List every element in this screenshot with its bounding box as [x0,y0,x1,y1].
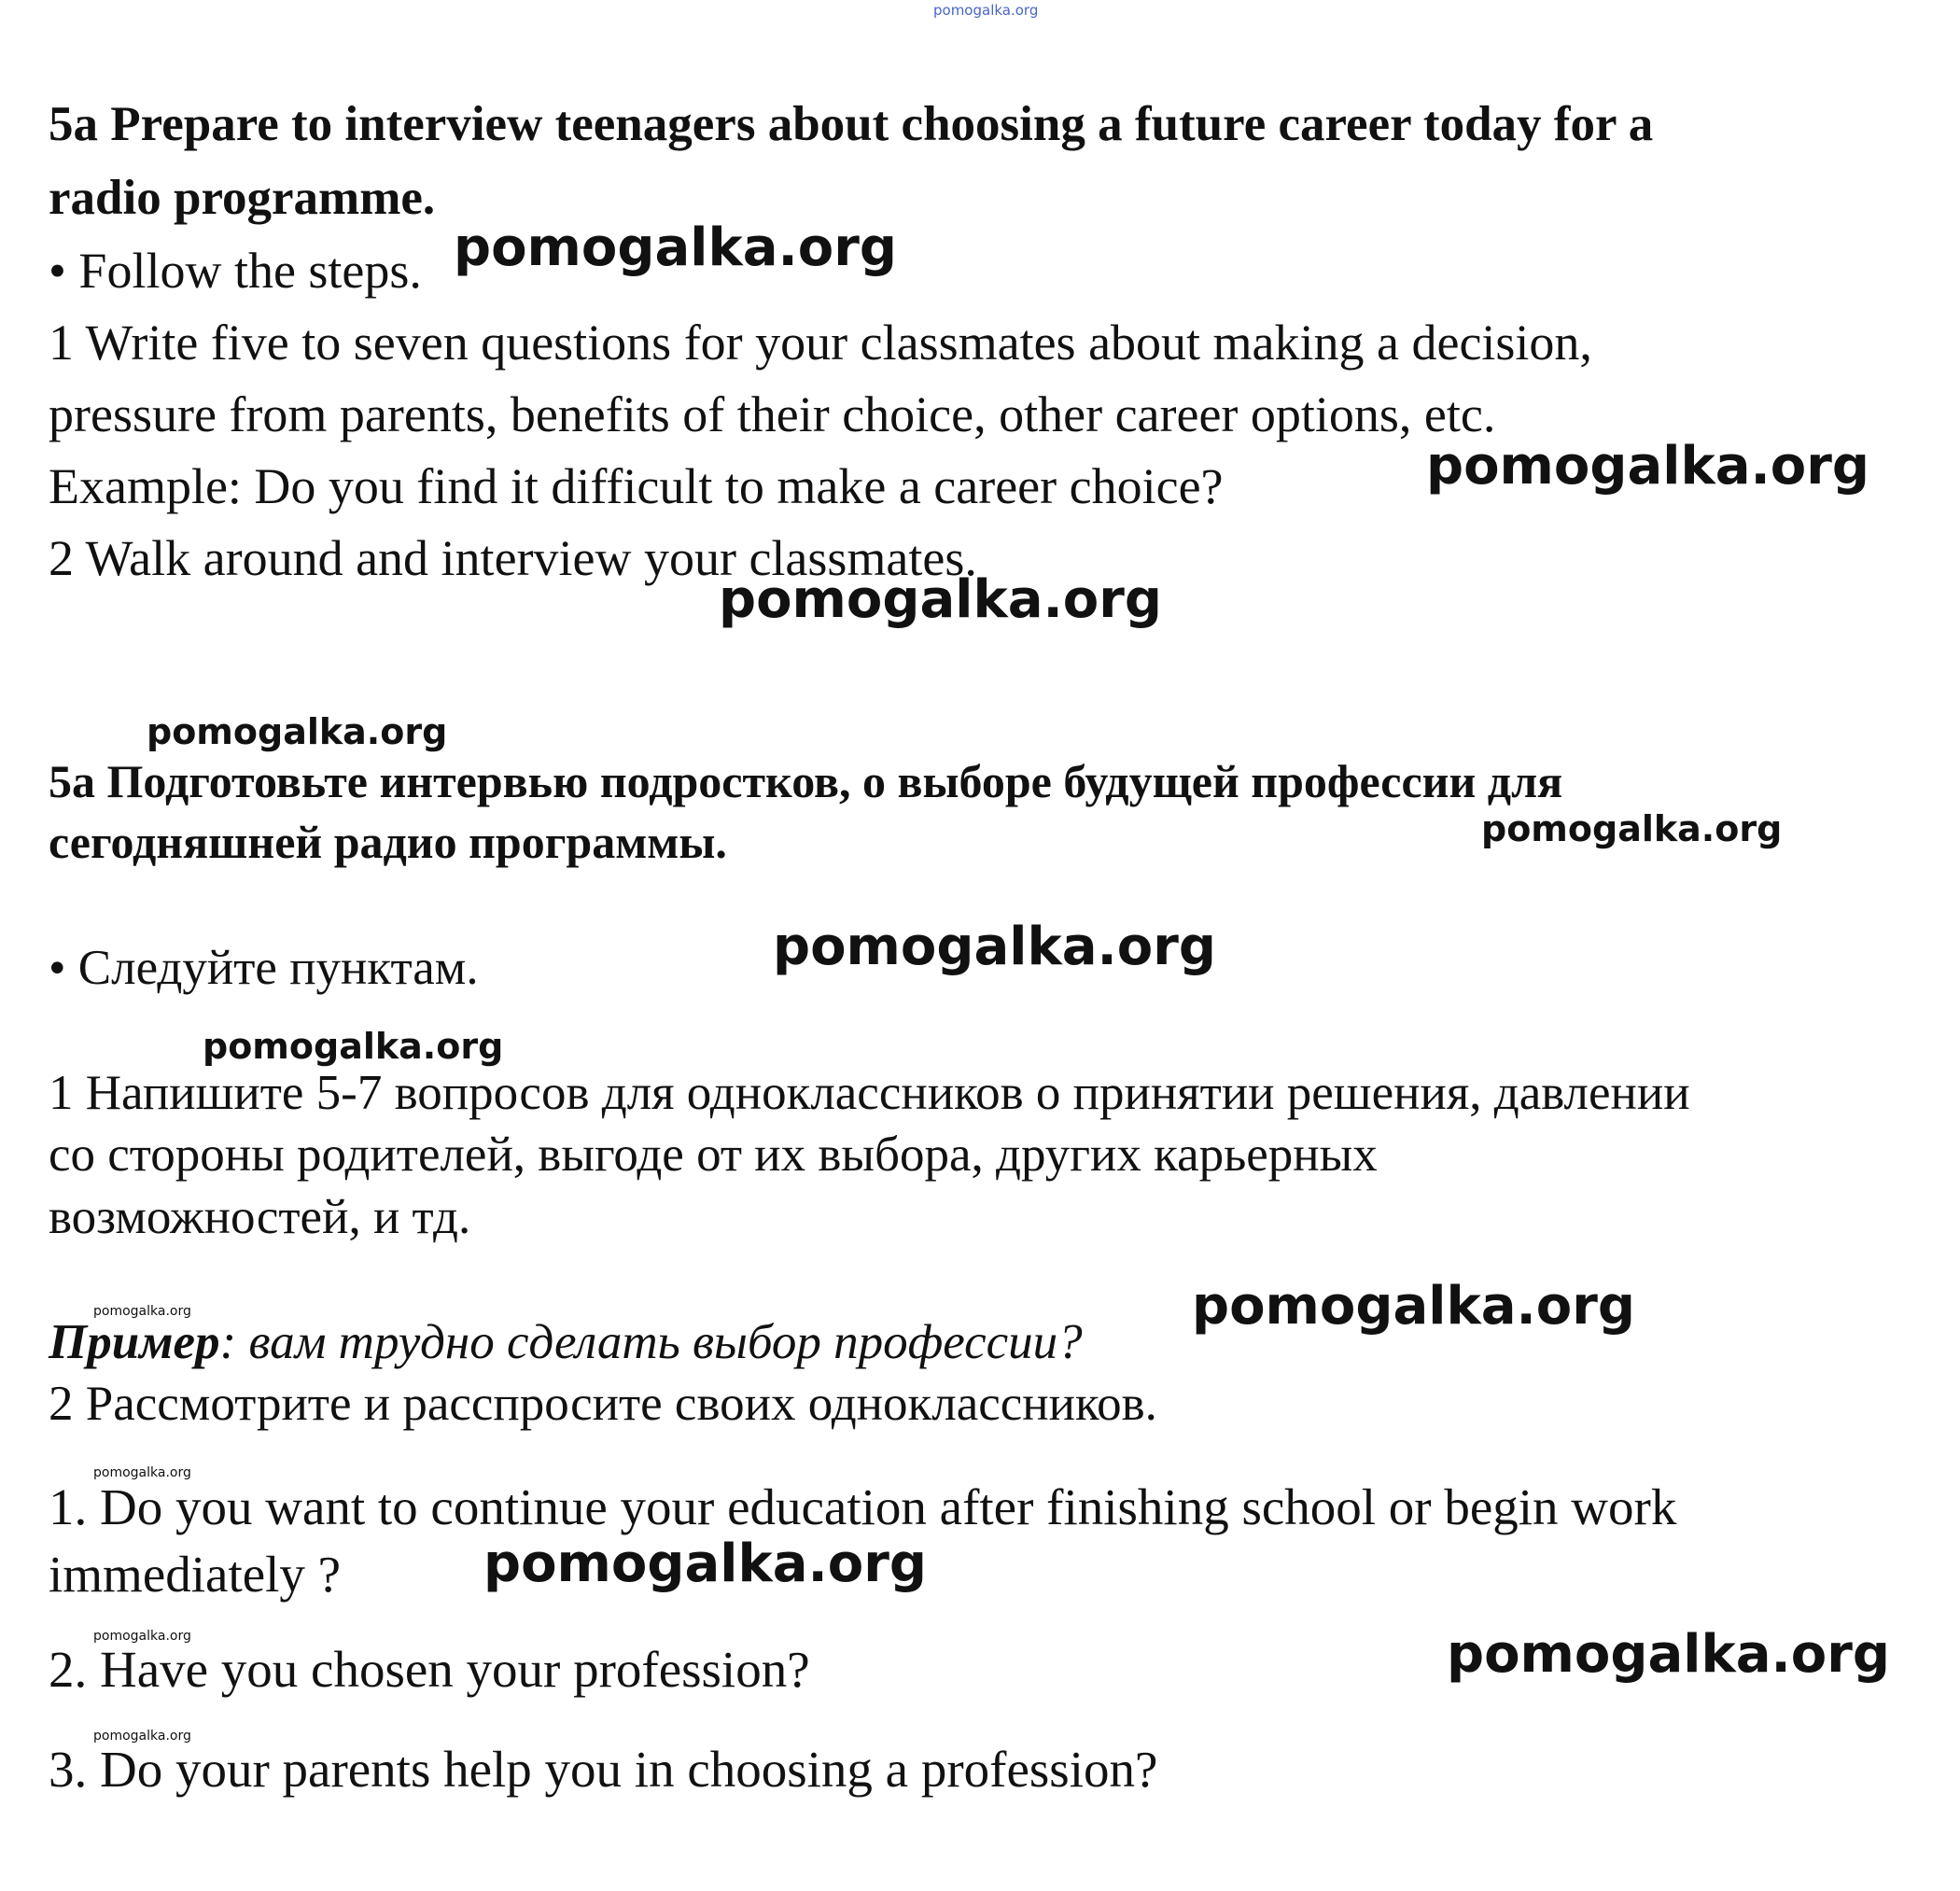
english-title-line-1: 5a Prepare to interview teenagers about choosing a future career today for a [49,97,1654,151]
watermark: pomogalka.org [454,217,897,278]
watermark: pomogalka.org [93,1729,191,1744]
russian-example [49,1314,1083,1370]
watermark: pomogalka.org [93,1465,191,1480]
watermark: pomogalka.org [483,1534,927,1594]
watermark: pomogalka.org [773,917,1216,977]
russian-example-label: Пример [49,1315,220,1369]
watermark: pomogalka.org [1447,1624,1890,1685]
english-step-2: 2 Walk around and interview your classmates. [49,530,977,586]
site-label: pomogalka.org [933,2,1039,19]
answer-question-2: 2. Have you chosen your profession? [49,1641,810,1698]
english-title-line-2: radio programme. [49,171,436,225]
english-instruction: • Follow the steps. [49,243,422,299]
russian-step-1-line-1: 1 Напишите 5-7 вопросов для одноклассников о принятии решения, давлении [49,1066,1690,1120]
answer-question-1-line-2: immediately ? [49,1546,342,1603]
answer-question-3: 3. Do your parents help you in choosing a profession? [49,1741,1158,1798]
english-step-1-line-1: 1 Write five to seven questions for your classmates about making a decision, [49,315,1592,371]
watermark: pomogalka.org [93,1304,191,1319]
english-step-1-line-2: pressure from parents, benefits of their choice, other career options, etc. [49,386,1496,442]
watermark: pomogalka.org [203,1026,504,1067]
russian-title-line-1: 5a Подготовьте интервью подростков, о выборе будущей профессии для [49,755,1563,807]
watermark: pomogalka.org [1426,436,1869,497]
russian-title-line-2: сегодняшней радио программы. [49,816,727,868]
english-example: Example: Do you find it difficult to make a career choice? [49,458,1224,514]
watermark: pomogalka.org [719,569,1162,630]
watermark: pomogalka.org [93,1629,191,1644]
watermark: pomogalka.org [1192,1276,1635,1337]
russian-step-1-line-3: возможностей, и тд. [49,1190,471,1244]
watermark: pomogalka.org [1481,808,1783,849]
watermark: pomogalka.org [147,711,448,752]
russian-step-2: 2 Рассмотрите и расспросите своих одноклассников. [49,1377,1157,1431]
russian-example-text: : вам трудно сделать выбор профессии? [219,1315,1083,1369]
answer-question-1-line-1: 1. Do you want to continue your education after finishing school or begin work [49,1478,1677,1535]
russian-step-1-line-2: со стороны родителей, выгоде от их выбора, других карьерных [49,1128,1378,1182]
russian-instruction: • Следуйте пунктам. [49,941,479,995]
